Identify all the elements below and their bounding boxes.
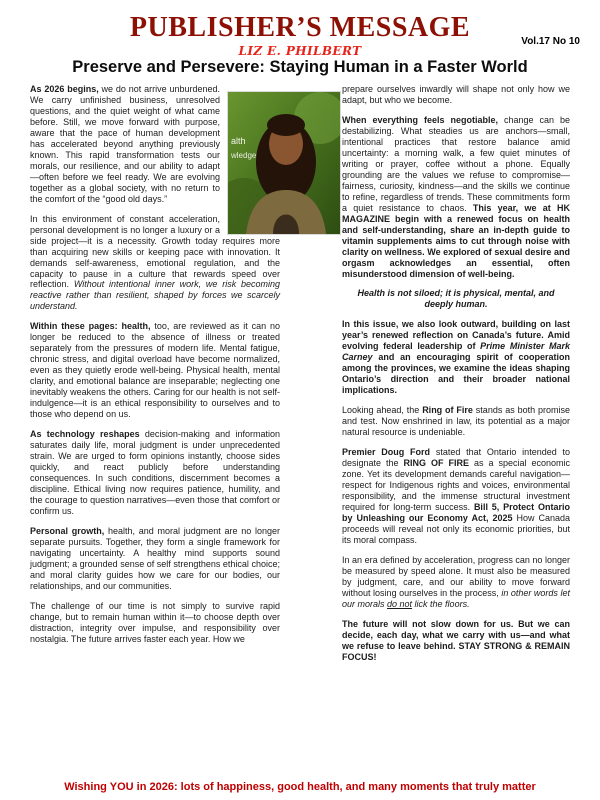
text-segment: As technology reshapes bbox=[30, 429, 140, 440]
right-column bbox=[342, 84, 570, 672]
publisher-photo bbox=[228, 92, 340, 234]
text-segment: Premier Doug Ford bbox=[342, 447, 431, 458]
backdrop-text-fragment-2: wledge bbox=[231, 151, 257, 160]
text-segment: health, and moral judgment are no longer separate pursuits. Together, they form a single framework for navigating uncertainty. A healthy mind supports sound judgment; a grounded sense of self strengthens ethical choice; and moral clarity guides how we care for our bodies, our relationships, and our communities. bbox=[30, 525, 280, 591]
page-title: PUBLISHER’S MESSAGE bbox=[129, 12, 471, 43]
text-segment: stands as both promise and test. Now enshrined in law, its potential as a major natural resource is undeniable. bbox=[342, 405, 570, 438]
body-paragraph bbox=[342, 319, 570, 396]
body-paragraph bbox=[30, 526, 280, 592]
portrait-illustration bbox=[228, 92, 340, 234]
body-paragraph bbox=[342, 555, 570, 610]
body-paragraph bbox=[30, 429, 280, 517]
text-segment: Prime Minister Mark Carney bbox=[342, 341, 570, 363]
portrait-hair-top bbox=[267, 114, 305, 136]
body-paragraph bbox=[30, 321, 280, 420]
text-segment: lick the floors. bbox=[412, 598, 470, 609]
body-paragraph bbox=[342, 447, 570, 546]
body-paragraph bbox=[342, 619, 570, 663]
body-paragraph bbox=[342, 84, 570, 106]
text-segment: Ring of Fire bbox=[422, 405, 473, 416]
text-segment: Bill 5, Protect Ontario by Unleashing our Economy Act, 2025 bbox=[342, 501, 570, 523]
author-signature: LIZ E. PHILBERT bbox=[238, 44, 362, 58]
text-segment: In this environment of constant acceleration, personal development is no longer a luxury or a side project—it is a necessity. Growth today requires more than acquiring new skills or keeping pace with innovation. It demands self-awareness, emotional regulation, and the capacity to pause in a culture that rewards speed over reflection. bbox=[30, 213, 280, 290]
footer-message: Wishing YOU in 2026: lots of happiness, good health, and many moments that truly matter bbox=[64, 781, 536, 793]
text-segment: Within these pages: health, bbox=[30, 321, 151, 332]
text-segment: In this issue, we also look outward, building on last year’s renewed reflection on Canada’s future. Amid evolving federal leadership of bbox=[342, 319, 570, 352]
text-segment: RING OF FIRE bbox=[403, 458, 470, 469]
text-segment: The challenge of our time is not simply to survive rapid change, but to remain human within it—to choose depth over distraction, integrity over impulse, and responsibility over nostalgia. The future arrives faster each year. How we bbox=[30, 600, 280, 644]
article-title: Preserve and Persevere: Staying Human in a Faster World bbox=[72, 58, 528, 76]
text-segment: Without intentional inner work, we risk becoming reactive rather than resilient, shaped by forces we scarcely understand. bbox=[30, 279, 280, 312]
text-segment: Looking ahead, the bbox=[342, 405, 423, 416]
text-segment: decision-making and information saturates daily life, moral judgment is under unprecedented strain. We are urged to form opinions instantly, choose sides quickly, and react publicly before understanding consequences. In such conditions, discernment becomes a discipline. Ethical living now requires patience, humility, and the courage to question narratives—even those that comfort or confirm us. bbox=[30, 429, 280, 516]
text-segment: and an encouraging spirit of cooperation among the provinces, we examine the ideas shaping Ontario’s direction and their broader national implications. bbox=[342, 352, 570, 396]
text-segment: As 2026 begins, bbox=[30, 84, 99, 94]
text-segment: How Canada proceeds will reveal not only its economic priorities, but its moral compass. bbox=[342, 512, 570, 545]
text-segment: stated that Ontario intended to designate the bbox=[342, 447, 570, 469]
text-segment: do not bbox=[387, 598, 413, 609]
text-segment: When everything feels negotiable, bbox=[342, 114, 498, 125]
text-segment: This year, we at HK MAGAZINE begin with a renewed focus on health and self-understanding, share an in-depth guide to vitamin supplements aims to cut through noise with clarity on wellness. We explored of sexual desire and orgasm acknowledges an essential, often misunderstood dimension of well-being. bbox=[342, 202, 570, 279]
text-segment: Personal growth, bbox=[30, 525, 105, 536]
text-segment: prepare ourselves inwardly will shape not only how we adapt, but who we become. bbox=[342, 84, 570, 105]
text-segment: change can be destabilizing. What steadies us are anchors—small, intentional practices that restore balance amid uncertainty: a morning walk, a few quiet minutes of writing or prayer, coffee without a phone. Equally grounding are the values we refuse to compromise—fairness, curiosity, kindness—and the skills we continue to refine, regardless of trends. These commitments form a quiet resistance to chaos. bbox=[342, 114, 570, 213]
body-paragraph bbox=[342, 405, 570, 438]
text-segment: we do not arrive unburdened. We carry unfinished business, unresolved questions, and the quiet weight of what came before. Still, we move forward with purpose, aware that the pace of human development has accelerated beyond anything previously known. This rapid transformation tests our morals, our resilience, and our ability to adapt—often before we feel ready. We are evolving together as a global society, with no return to the comfort of the “good old days.” bbox=[30, 84, 220, 204]
volume-number: Vol.17 No 10 bbox=[521, 36, 580, 47]
text-segment: in other words let our morals bbox=[342, 587, 570, 609]
body-paragraph bbox=[342, 115, 570, 280]
text-segment: Health is not siloed; it is physical, mental, and deeply human. bbox=[357, 288, 555, 310]
text-segment: as a special economic zone. Yet its development demands careful navigation—respect for Indigenous rights and voices, environmental responsibility, and the immense structural investment required for long-term success. bbox=[342, 458, 571, 512]
text-segment: too, are reviewed as it can no longer be reduced to the absence of illness or treated separately from the pressures of modern life. Mental fatigue, chronic stress, and digital overload have become normalized, even as they quietly erode well-being. Physical health, mental clarity, and emotional balance are inseparable; neglecting one inevitably weakens the others. Caring for our health is not self-indulgence—it is an ethical responsibility to ourselves and to those who depend on us. bbox=[30, 321, 280, 420]
body-paragraph bbox=[30, 601, 280, 645]
backdrop-text-fragment-1: alth bbox=[231, 136, 246, 146]
text-segment: The future will not slow down for us. But we can decide, each day, what we carry with us—and what we refuse to leave behind. STAY STRONG & REMAIN FOCUS! bbox=[342, 618, 570, 662]
text-segment: In an era defined by acceleration, progress can no longer be measured by speed alone. It must also be measured by judgment, care, and our ability to move forward without losing ourselves in the process, bbox=[342, 554, 570, 598]
body-paragraph bbox=[342, 288, 570, 310]
